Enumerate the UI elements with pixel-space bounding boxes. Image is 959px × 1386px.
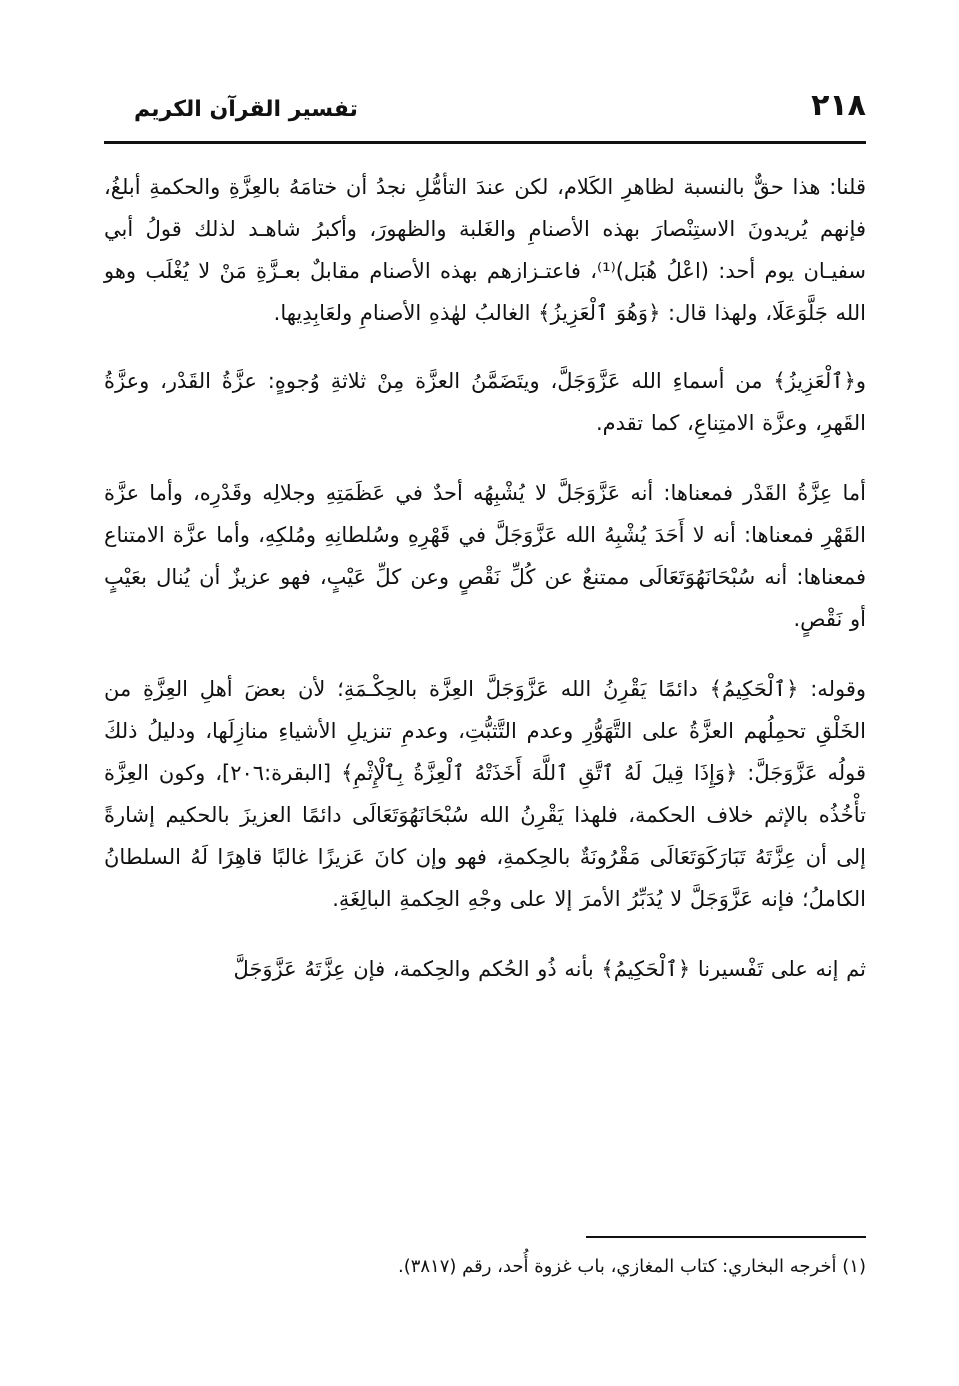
footnote-divider	[586, 1236, 866, 1238]
header-divider	[104, 141, 866, 144]
paragraph-3: أما عِزَّةُ القَدْر فمعناها: أنه عَزَّوَجَلَّ لا يُشْبِهُه أحدٌ في عَظَمَتِهِ وجلالِه وقَدْرِه، وأما عزَّة القَهْرِ فمعناها: أنه لا أَحَدَ يُشْبِهُ الله عَزَّوَجَلَّ في قَهْرِهِ وسُلطانِهِ ومُلكِهِ، وأما عزَّة الامتناع فمعناها: أنه سُبْحَانَهُوَتَعَالَى ممتنعٌ عن كُلِّ نَقْصٍ وعن كلِّ عَيْبٍ، فهو عزيزٌ أن يُنال بعَيْبٍ أو نَقْصٍ.	[104, 481, 866, 631]
page-number: ٢١٨	[811, 88, 866, 123]
paragraph-1: قلنا: هذا حقٌّ بالنسبة لظاهرِ الكَلام، لكن عندَ التأمُّلِ نجدُ أن ختامَهُ بالعِزَّةِ والحكمةِ أبلغُ، فإنهم يُريدونَ الاستِنْصارَ بهذه الأصنامِ والغَلبة والظهورَ، وأكبرُ شاهـد لذلك قولُ أبي سفيـان يوم أحد: (اعْلُ هُبَل)⁽¹⁾، فاعتـزازهم بهذه الأصنام مقابلٌ بعـزَّةِ مَنْ لا يُغْلَب وهو الله جَلَّوَعَلَا، ولهذا قال: ﴿وَهُوَ ٱلْعَزِيزُ﴾ الغالبُ لهٰذهِ الأصنامِ ولعَابِدِيها.	[104, 175, 866, 325]
page-header	[104, 84, 866, 142]
paragraph-4: وقوله: ﴿ٱلْحَكِيمُ﴾ دائمًا يَقْرِنُ الله عَزَّوَجَلَّ العِزَّة بالحِكْـمَةِ؛ لأن بعضَ أهلِ العِزَّةِ من الخَلْقِ تحمِلُهم العزَّةُ على التَّهَوُّرِ وعدم التَّثبُّتِ، وعدمِ تنزيلِ الأشياءِ منازِلَها، ودليلُ ذلكَ قولُه عَزَّوَجَلَّ: ﴿وَإِذَا قِيلَ لَهُ ٱتَّقِ ٱللَّهَ أَخَذَتْهُ ٱلْعِزَّةُ بِٱلْإِثْمِ﴾ [البقرة:٢٠٦]، وكون العِزَّة تأْخُذُه بالإثم خلاف الحكمة، فلهذا يَقْرِنُ الله سُبْحَانَهُوَتَعَالَى دائمًا العزيزَ بالحكيم إشارةً إلى أن عِزَّتَهُ تَبَارَكَوَتَعَالَى مَقْرُونَةٌ بالحِكمةِ، فهو وإن كانَ عَزيزًا غالبًا قاهِرًا لَهُ السلطانُ الكاملُ؛ فإنه عَزَّوَجَلَّ لا يُدَبِّرُ الأمرَ إلا على وجْهِ الحِكمةِ البالِغَةِ.	[104, 677, 866, 911]
paragraph-5: ثم إنه على تَفْسيرنا ﴿ٱلْحَكِيمُ﴾ بأنه ذُو الحُكم والحِكمة، فإن عِزَّتَهُ عَزَّوَجَلَّ	[233, 957, 866, 981]
book-title: تفسير القرآن الكريم	[134, 97, 358, 122]
page-body	[104, 166, 866, 990]
paragraph-2: و﴿ٱلْعَزِيزُ﴾ من أسماءِ الله عَزَّوَجَلَّ، ويتَضَمَّنُ العزَّة مِنْ ثلاثةِ وُجوهٍ: عزَّةُ القَدْر، وعزَّةُ القَهرِ، وعزَّة الامتِناعِ، كما تقدم.	[104, 369, 866, 435]
footnote: (١) أخرجه البخاري: كتاب المغازي، باب غزوة أُحد، رقم (٣٨١٧).	[397, 1256, 866, 1277]
